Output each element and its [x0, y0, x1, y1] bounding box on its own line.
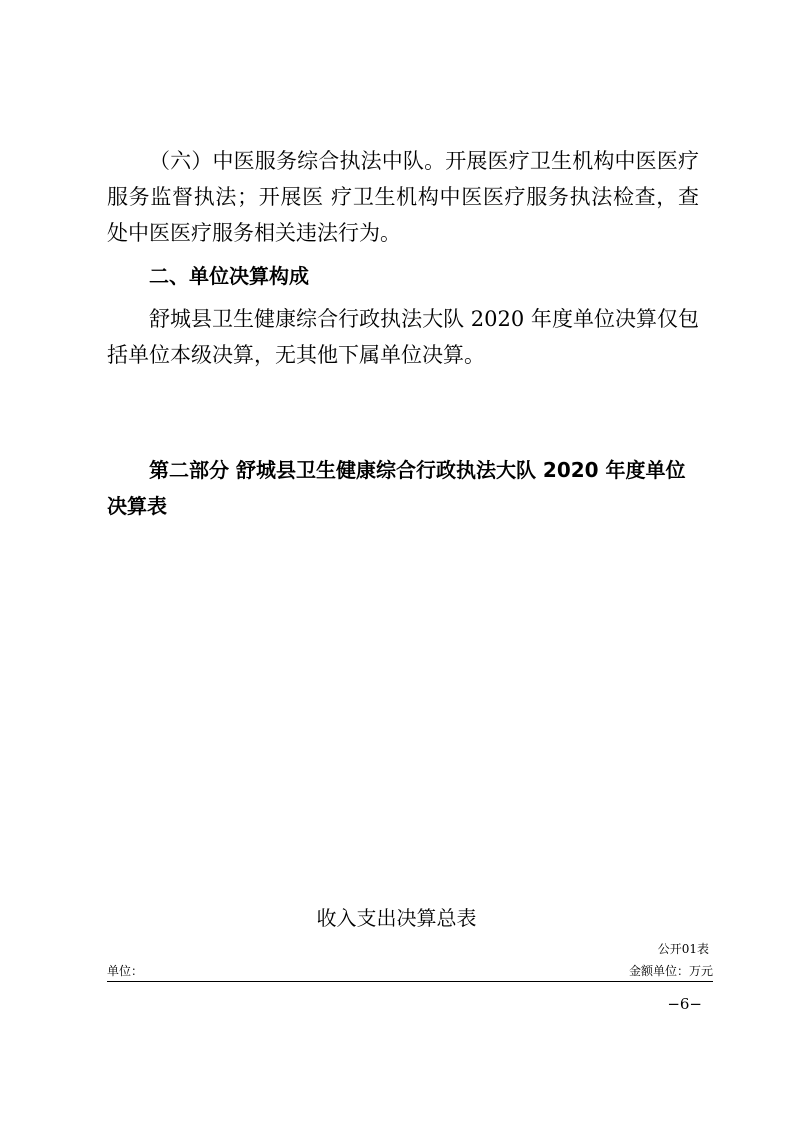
table-top-rule	[107, 981, 713, 982]
section-heading-unit-composition: 二、单位决算构成	[149, 264, 309, 288]
paragraph-unit-composition: 舒城县卫生健康综合行政执法大队 2020 年度单位决算仅包括单位本级决算，无其他下属单位决算。	[107, 307, 699, 367]
paragraph-chinese-medicine-squad: （六）中医服务综合执法中队。开展医疗卫生机构中医医疗服务监督执法；开展医 疗卫生机构中医医疗服务执法检查，查处中医医疗服务相关违法行为。	[107, 149, 699, 245]
table-title: 收入支出决算总表	[316, 906, 477, 930]
page-number: −6−	[667, 995, 702, 1013]
form-code-label: 公开01表	[657, 942, 709, 956]
part-two-title: 第二部分 舒城县卫生健康综合行政执法大队 2020 年度单位决算表	[107, 458, 686, 518]
amount-unit-label: 金额单位：万元	[628, 964, 713, 978]
unit-label: 单位：	[107, 964, 144, 978]
